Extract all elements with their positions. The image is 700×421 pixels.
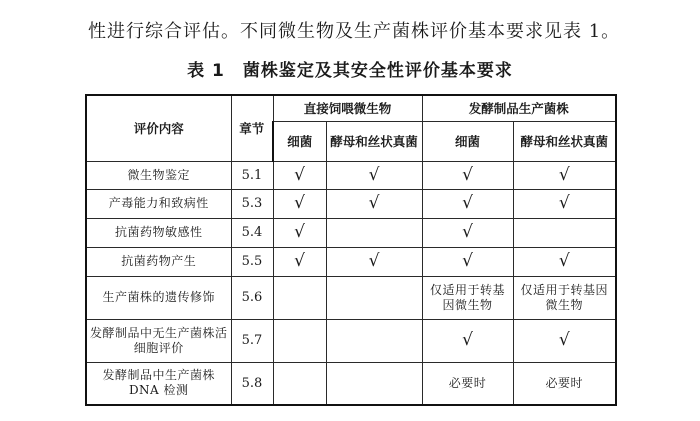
row-item: 抗菌药物产生: [86, 247, 231, 276]
note-cell: 仅适用于转基因微生物: [422, 276, 513, 319]
row-item: 产毒能力和致病性: [86, 189, 231, 218]
check-cell: √: [513, 319, 616, 362]
check-cell: [273, 362, 326, 405]
row-section: 5.8: [231, 362, 273, 405]
check-cell: √: [513, 161, 616, 189]
table-row: [86, 161, 616, 189]
table-caption: 表 1 菌株鉴定及其安全性评价基本要求: [187, 61, 513, 81]
check-cell: √: [422, 247, 513, 276]
table-row: [86, 319, 616, 362]
row-section: 5.3: [231, 189, 273, 218]
check-cell: √: [273, 218, 326, 247]
note-cell: 必要时: [513, 362, 616, 405]
check-cell: √: [273, 189, 326, 218]
check-cell: √: [422, 189, 513, 218]
header-yeast-fungi: 酵母和丝状真菌: [513, 121, 616, 161]
check-cell: √: [422, 319, 513, 362]
row-section: 5.7: [231, 319, 273, 362]
check-cell: √: [326, 247, 422, 276]
check-cell: √: [422, 218, 513, 247]
evaluation-requirements-table: [85, 94, 617, 406]
header-evaluation-content: 评价内容: [86, 95, 231, 161]
header-bacteria: 细菌: [422, 121, 513, 161]
header-bacteria: 细菌: [273, 121, 326, 161]
row-item: 发酵制品中无生产菌株活细胞评价: [86, 319, 231, 362]
header-section: 章节: [231, 95, 273, 161]
check-cell: √: [273, 247, 326, 276]
check-cell: [326, 362, 422, 405]
table-row: [86, 362, 616, 405]
row-section: 5.1: [231, 161, 273, 189]
row-item: 生产菌株的遗传修饰: [86, 276, 231, 319]
table-row: [86, 247, 616, 276]
row-section: 5.5: [231, 247, 273, 276]
check-cell: √: [422, 161, 513, 189]
row-item: 微生物鉴定: [86, 161, 231, 189]
table-row: [86, 218, 616, 247]
check-cell: [513, 218, 616, 247]
row-item: 发酵制品中生产菌株 DNA 检测: [86, 362, 231, 405]
note-cell: 必要时: [422, 362, 513, 405]
row-section: 5.4: [231, 218, 273, 247]
header-yeast-fungi: 酵母和丝状真菌: [326, 121, 422, 161]
check-cell: [273, 276, 326, 319]
check-cell: [273, 319, 326, 362]
check-cell: √: [326, 189, 422, 218]
check-cell: [326, 218, 422, 247]
note-cell: 仅适用于转基因微生物: [513, 276, 616, 319]
check-cell: [326, 276, 422, 319]
table-row: [86, 189, 616, 218]
header-fermentation-production-strains: 发酵制品生产菌株: [422, 95, 616, 121]
check-cell: √: [513, 189, 616, 218]
row-section: 5.6: [231, 276, 273, 319]
table-row: [86, 276, 616, 319]
check-cell: [326, 319, 422, 362]
check-cell: √: [326, 161, 422, 189]
intro-paragraph: 性进行综合评估。不同微生物及生产菌株评价基本要求见表 1。: [88, 21, 621, 42]
check-cell: √: [513, 247, 616, 276]
check-cell: √: [273, 161, 326, 189]
header-direct-fed-microbes: 直接饲喂微生物: [273, 95, 422, 121]
row-item: 抗菌药物敏感性: [86, 218, 231, 247]
